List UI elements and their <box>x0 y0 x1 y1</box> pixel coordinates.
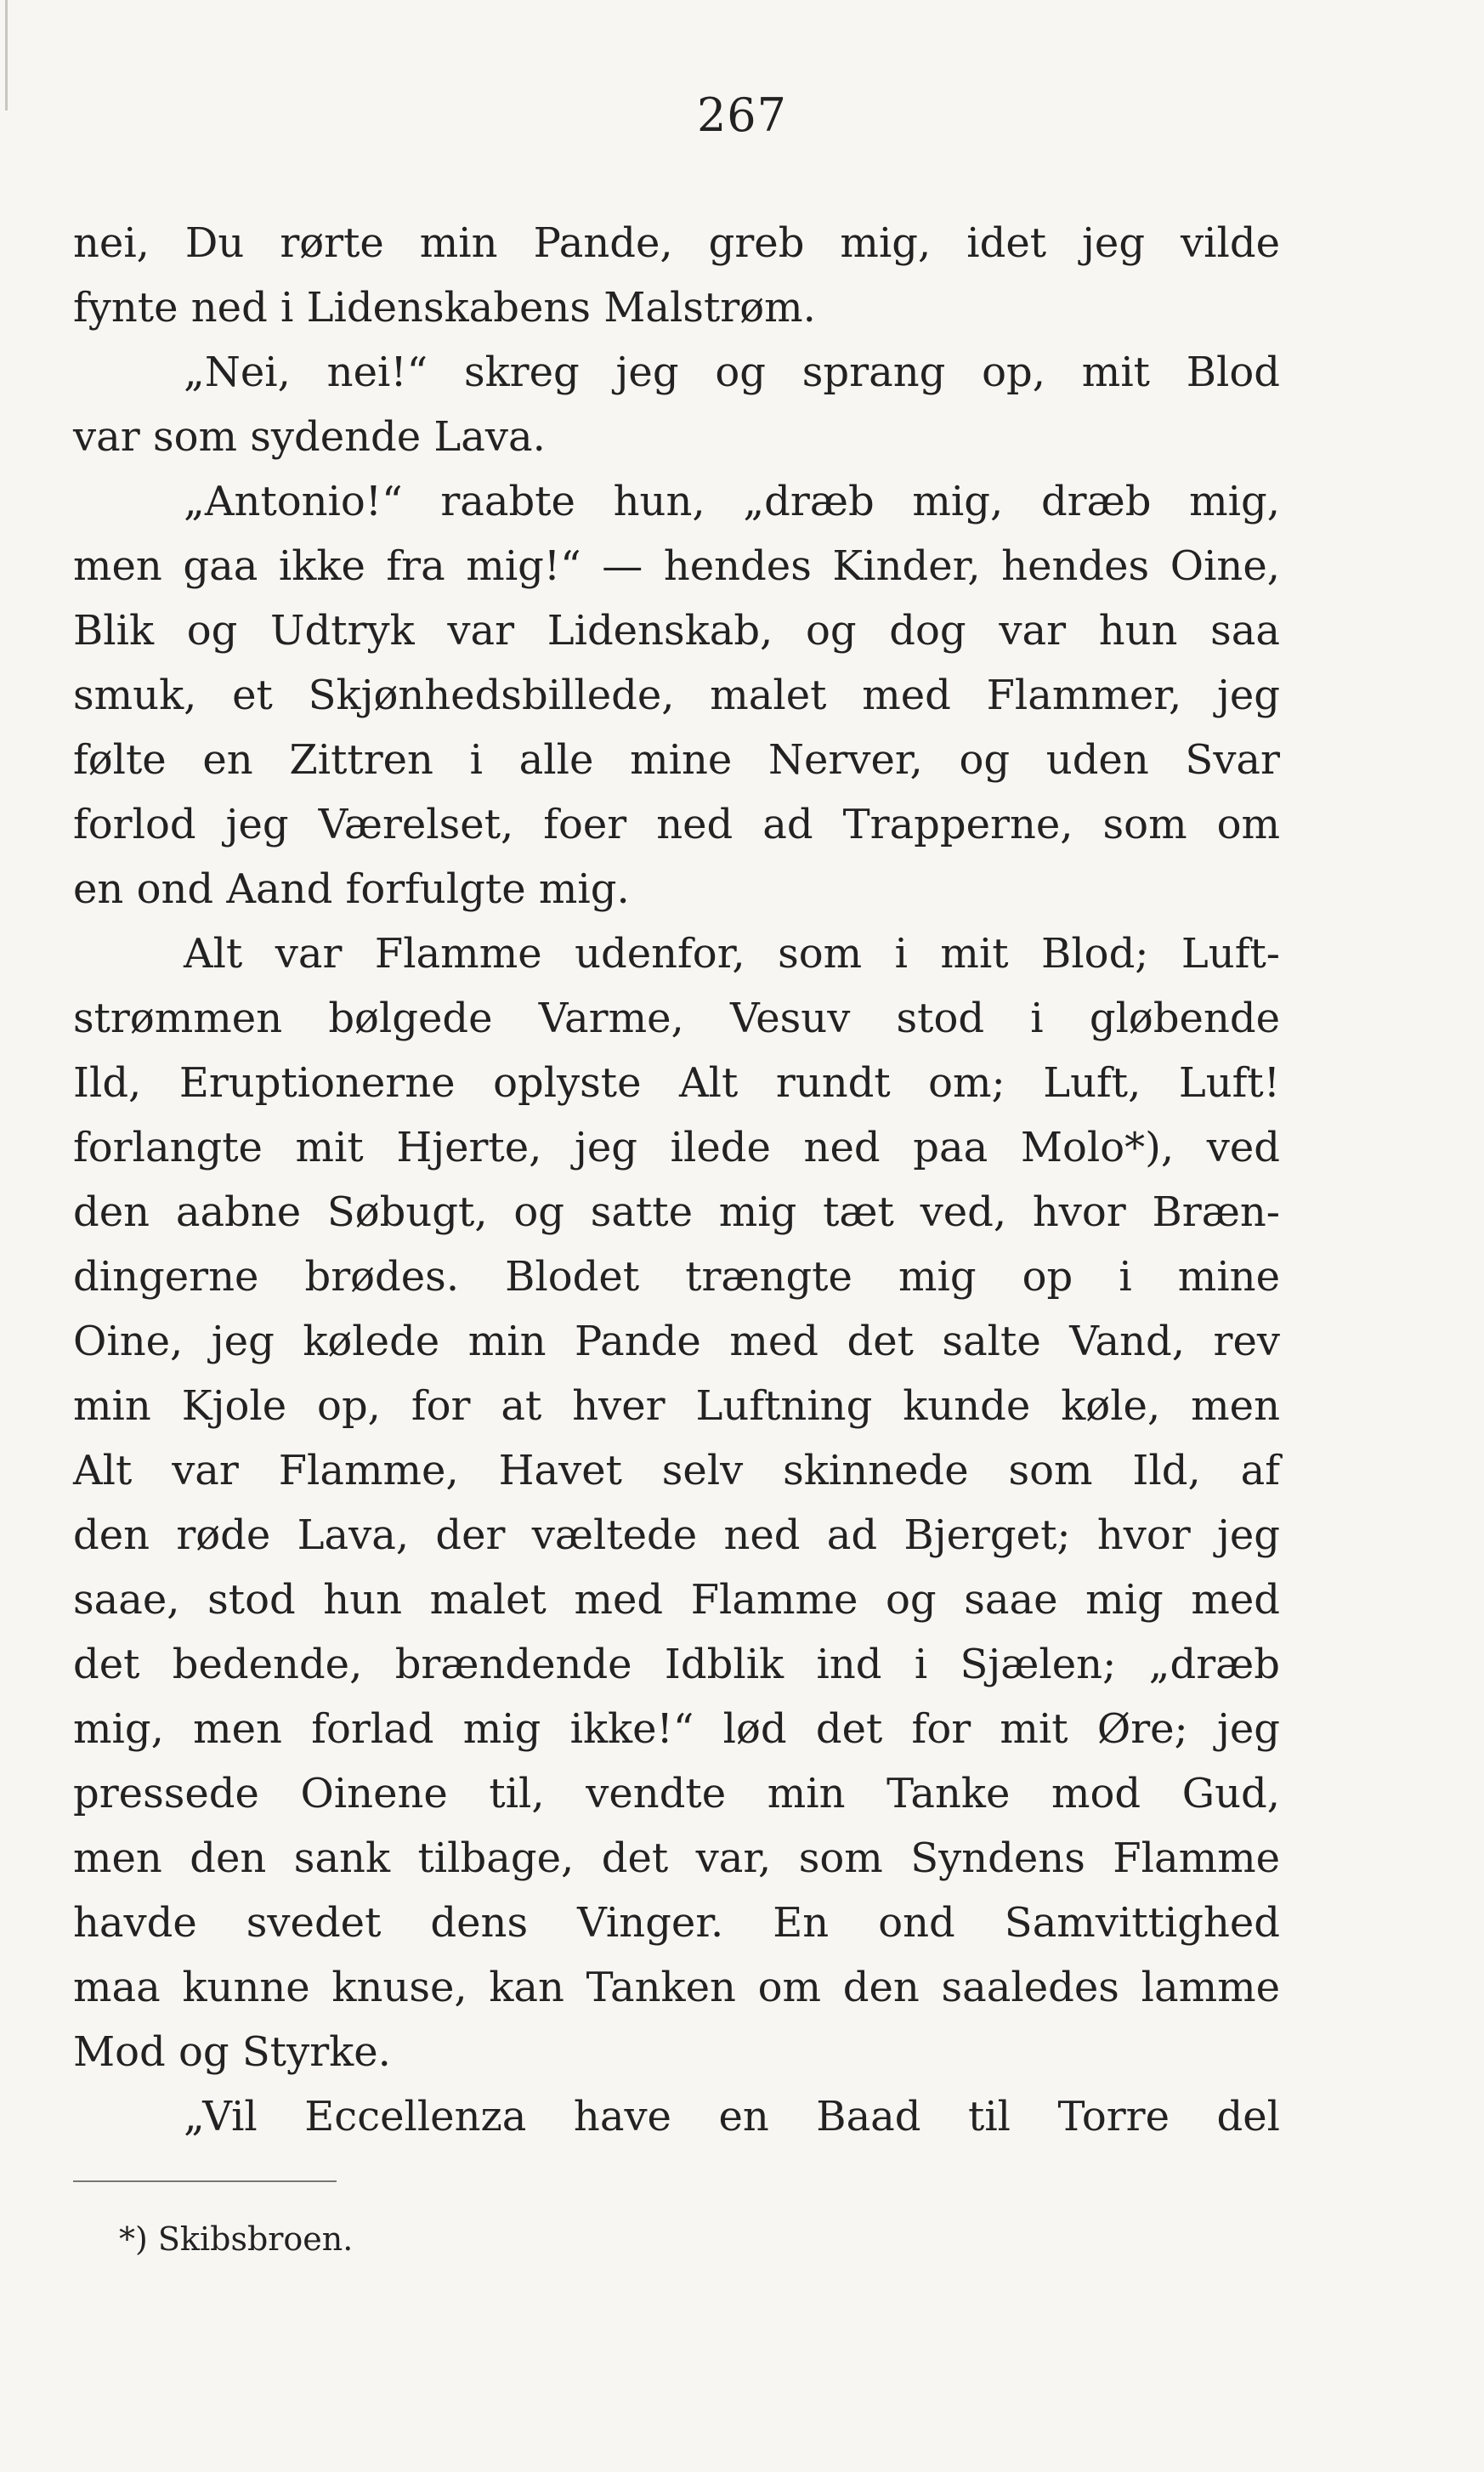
text-line: men gaa ikke fra mig!“ — hendes Kinder, hendes Oine, <box>73 542 1280 590</box>
text-line: var som sydende Lava. <box>73 413 546 461</box>
text-line: nei, Du rørte min Pande, greb mig, idet jeg vilde <box>73 219 1280 267</box>
text-line: Alt var Flamme udenfor, som i mit Blod; Luft- <box>184 930 1280 978</box>
text-line: Oine, jeg kølede min Pande med det salte Vand, rev <box>73 1318 1280 1365</box>
text-line: den aabne Søbugt, og satte mig tæt ved, hvor Bræn- <box>73 1188 1280 1236</box>
body-text <box>73 211 1280 2149</box>
text-line: „Nei, nei!“ skreg jeg og sprang op, mit Blod <box>184 349 1280 396</box>
text-line: smuk, et Skjønhedsbillede, malet med Flammer, jeg <box>73 672 1280 719</box>
text-line: maa kunne knuse, kan Tanken om den saaledes lamme <box>73 1964 1280 2011</box>
text-line: det bedende, brændende Idblik ind i Sjælen; „dræb <box>73 1641 1280 1688</box>
text-line: fynte ned i Lidenskabens Malstrøm. <box>73 284 816 332</box>
text-line: men den sank tilbage, det var, som Syndens Flamme <box>73 1834 1280 1882</box>
text-line: Ild, Eruptionerne oplyste Alt rundt om; Luft, Luft! <box>73 1059 1280 1107</box>
text-line: forlangte mit Hjerte, jeg ilede ned paa Molo*), ved <box>73 1124 1280 1171</box>
text-line: „Vil Eccellenza have en Baad til Torre del <box>184 2093 1280 2140</box>
text-line: forlod jeg Værelset, foer ned ad Trapperne, som om <box>73 801 1280 848</box>
text-line: følte en Zittren i alle mine Nerver, og uden Svar <box>73 736 1280 784</box>
text-line: den røde Lava, der væltede ned ad Bjerget; hvor jeg <box>73 1511 1280 1559</box>
text-line: pressede Oinene til, vendte min Tanke mod Gud, <box>73 1770 1280 1817</box>
text-line: „Antonio!“ raabte hun, „dræb mig, dræb mig, <box>184 478 1280 525</box>
text-line: mig, men forlad mig ikke!“ lød det for mit Øre; jeg <box>73 1705 1280 1753</box>
text-line: Alt var Flamme, Havet selv skinnede som Ild, af <box>73 1447 1280 1494</box>
text-line: havde svedet dens Vinger. En ond Samvittighed <box>73 1899 1280 1947</box>
text-line: dingerne brødes. Blodet trængte mig op i mine <box>73 1253 1280 1301</box>
text-line: en ond Aand forfulgte mig. <box>73 865 630 913</box>
footnote: *) Skibsbroen. <box>119 2220 354 2258</box>
footnote-divider <box>73 2180 337 2182</box>
text-line: strømmen bølgede Varme, Vesuv stod i gløbende <box>73 995 1280 1042</box>
text-line: Blik og Udtryk var Lidenskab, og dog var hun saa <box>73 607 1280 655</box>
text-line: saae, stod hun malet med Flamme og saae mig med <box>73 1576 1280 1624</box>
text-line: min Kjole op, for at hver Luftning kunde køle, men <box>73 1382 1280 1430</box>
page-number: 267 <box>696 88 788 142</box>
text-line: Mod og Styrke. <box>73 2028 391 2076</box>
